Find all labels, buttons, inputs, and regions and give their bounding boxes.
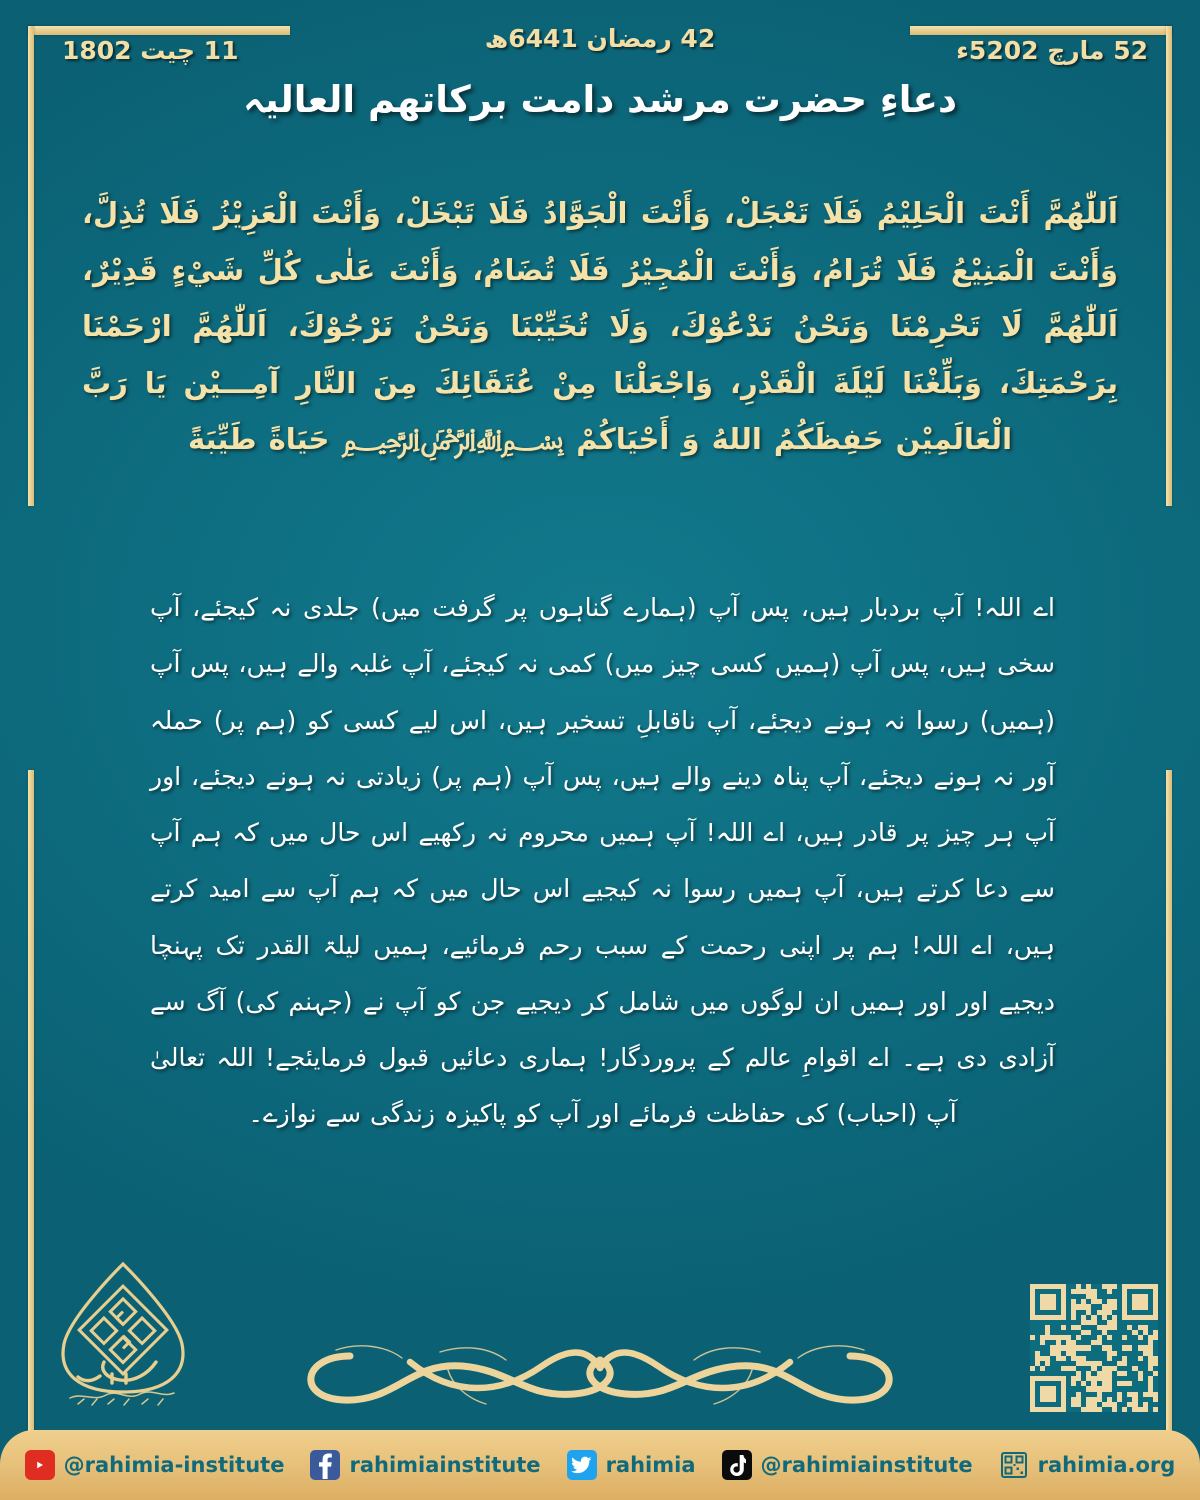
page-title: دعاءِ حضرت مرشد دامت بركاتهم العالیہ <box>243 78 957 121</box>
social-link-facebook[interactable] <box>310 1450 540 1480</box>
facebook-icon <box>310 1450 340 1480</box>
facebook-handle: rahimiainstitute <box>349 1453 541 1477</box>
tiktok-icon <box>722 1450 752 1480</box>
social-link-website[interactable] <box>999 1450 1176 1480</box>
logo-mark-icon <box>48 1258 198 1418</box>
frame-segment-left-lower <box>28 770 34 1460</box>
tiktok-handle: @rahimiainstitute <box>760 1453 973 1477</box>
date-hijri: 24 رمضان 1446ھ <box>484 24 716 53</box>
urdu-translation-text: اے اللہ! آپ بردبار ہیں، پس آپ (ہمارے گناہوں پر گرفت میں) جلدی نہ کیجئے، آپ سخی ہیں، پس آپ (ہمیں کسی چیز میں) کمی نہ کیجئے، آپ غلبہ والے ہیں، پس آپ (ہمیں) رسوا نہ ہونے دیجئے، آپ ناقابلِ تسخیر ہیں، اس لیے کسی کو (ہم پر) حملہ آور نہ ہونے دیجئے، آپ پناہ دینے والے ہیں، پس آپ (ہم پر) زیادتی نہ ہونے دیجئے، اور آپ ہر چیز پر قادر ہیں، اے اللہ! آپ ہمیں محروم نہ رکھیے اس حال میں کہ ہم آپ سے دعا کرتے ہیں، آپ ہمیں رسوا نہ کیجیے اس حال میں کہ ہم آپ سے امید کرتے ہیں، اے اللہ! ہم پر اپنی رحمت کے سبب رحم فرمائیے، ہمیں لیلۃ القدر تک پہنچا دیجیے اور اور ہمیں ان لوگوں میں شامل کر دیجیے جن کو آپ نے (جہنم کی) آگ سے آزادی دی ہے۔ اے اقوامِ عالم کے پروردگار! ہماری دعائیں قبول فرمایئجے! اللہ تعالیٰ آپ (احباب) کی حفاظت فرمائے اور آپ کو پاکیزہ زندگی سے نوازے۔ <box>150 593 1055 1129</box>
qr-code[interactable] <box>1030 1284 1158 1412</box>
decorative-flourish <box>290 1322 910 1422</box>
date-bikrami: 11 چیت 2081 <box>62 36 239 65</box>
arabic-dua-text: اَللّٰهُمَّ أَنْتَ الْحَلِيْمُ فَلَا تَعْجَلْ، وَأَنْتَ الْجَوَّادُ فَلَا تَبْخَلْ، وَأَنْتَ الْعَزِيْزُ فَلَا تُذِلَّ، وَأَنْتَ الْمَنِيْعُ فَلَا تُرَامُ، وَأَنْتَ الْمُجِيْرُ فَلَا تُضَامُ، وَأَنْتَ عَلٰى كُلِّ شَيْءٍ قَدِيْرٌ، اَللّٰهُمَّ لَا تَحْرِمْنَا وَنَحْنُ نَدْعُوْكَ، وَلَا تُخَيِّبْنَا وَنَحْنُ نَرْجُوْكَ، اَللّٰهُمَّ ارْحَمْنَا بِرَحْمَتِكَ، وَبَلِّغْنَا لَيْلَةَ الْقَدْرِ، وَاجْعَلْنَا مِنْ عُتَقَائِكَ مِنَ النَّارِ آمِـــيْن يَا رَبَّ الْعَالَمِيْن حَفِظَكُمُ اللهُ وَ أَحْيَاكُمْ ﷽ حَيَاةً طَيِّبَةً <box>82 196 1118 457</box>
frame-segment-right-lower <box>1166 770 1172 1460</box>
website-icon <box>999 1450 1029 1480</box>
twitter-icon <box>567 1450 597 1480</box>
ornament-icon <box>290 1322 910 1422</box>
social-footer-bar <box>0 1430 1200 1500</box>
social-link-youtube[interactable] <box>25 1450 285 1480</box>
date-gregorian: 25 مارچ 2025ء <box>956 36 1148 65</box>
rahimia-logo <box>48 1258 198 1418</box>
social-link-twitter[interactable] <box>567 1450 696 1480</box>
twitter-handle: rahimia <box>605 1453 696 1477</box>
social-link-tiktok[interactable] <box>722 1450 973 1480</box>
youtube-icon <box>25 1450 55 1480</box>
website-handle: rahimia.org <box>1037 1453 1176 1477</box>
youtube-handle: @rahimia-institute <box>63 1453 285 1477</box>
